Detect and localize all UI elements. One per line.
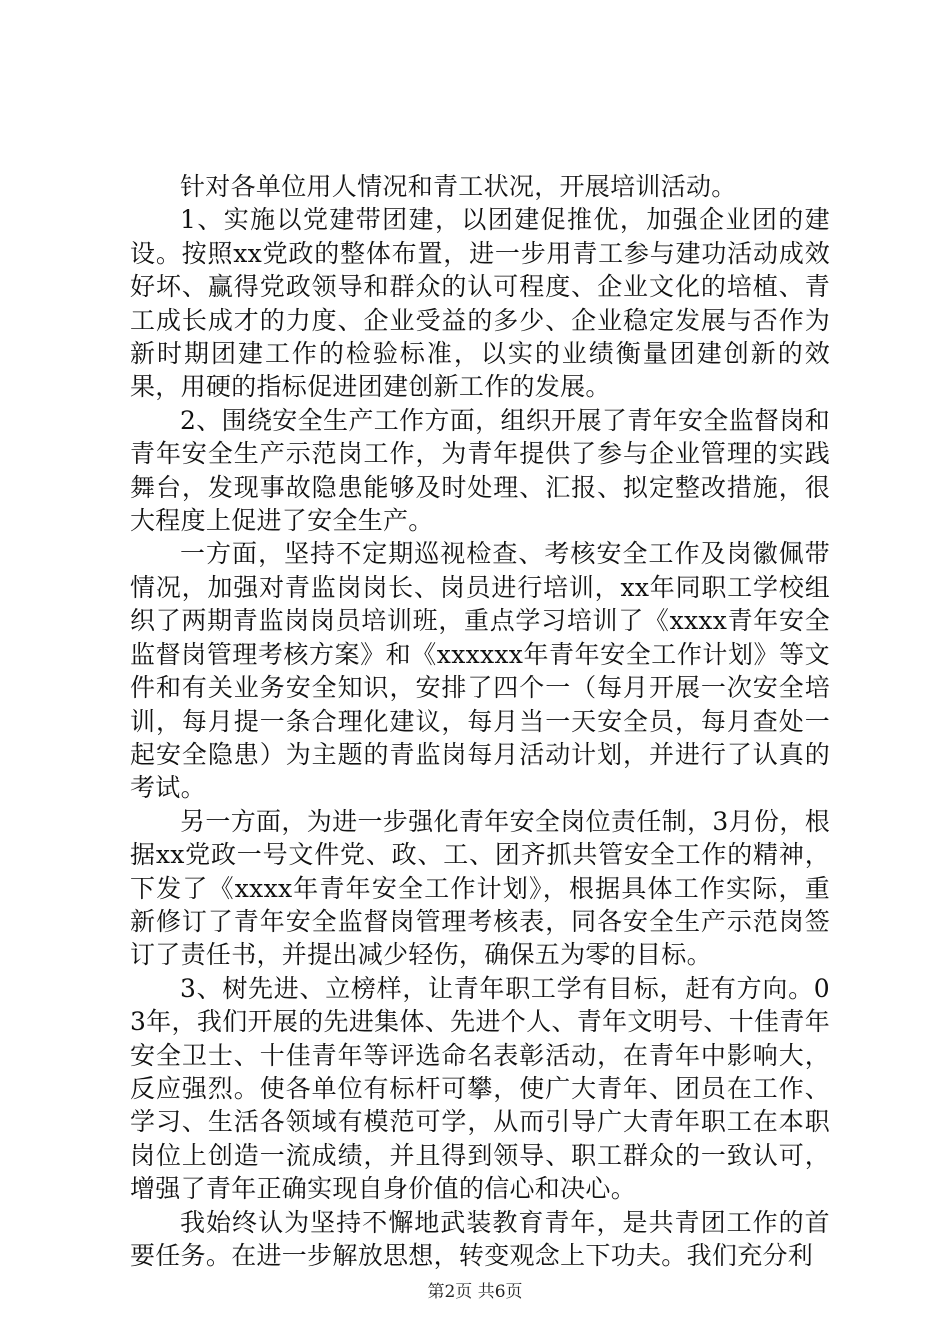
paragraph-safety-production: 2、围绕安全生产工作方面，组织开展了青年安全监督岗和青年安全生产示范岗工作，为青年提供了参与企业管理的实践舞台，发现事故隐患能够及时处理、汇报、拟定整改措施，很大程度上促进了安全生产。 <box>130 405 830 536</box>
paragraph-party-building: 1、实施以党建带团建，以团建促推优，加强企业团的建设。按照xx党政的整体布置，进一步用青工参与建功活动成效好坏、赢得党政领导和群众的认可程度、企业文化的培植、青工成长成才的力度、企业受益的多少、企业稳定发展与否作为新时期团建工作的检验标准，以实的业绩衡量团建创新的效果，用硬的指标促进团建创新工作的发展。 <box>130 205 830 402</box>
paragraph-role-models: 3、树先进、立榜样，让青年职工学有目标，赶有方向。03年，我们开展的先进集体、先进个人、青年文明号、十佳青年安全卫士、十佳青年等评选命名表彰活动，在青年中影响大，反应强烈。使各单位有标杆可攀，使广大青年、团员在工作、学习、生活各领域有模范可学，从而引导广大青年职工在本职岗位上创造一流成绩，并且得到领导、职工群众的一致认可，增强了青年正确实现自身价值的信心和决心。 <box>130 973 830 1204</box>
paragraph-responsibility-system: 另一方面，为进一步强化青年安全岗位责任制，3月份，根据xx党政一号文件党、政、工、团齐抓共管安全工作的精神，下发了《xxxx年青年安全工作计划》，根据具体工作实际，重新修订了青年安全监督岗管理考核表，同各安全生产示范岗签订了责任书，并提出减少轻伤，确保五为零的目标。 <box>130 806 830 970</box>
paragraph-inspection-training: 一方面，坚持不定期巡视检查、考核安全工作及岗徽佩带情况，加强对青监岗岗长、岗员进行培训，xx年同职工学校组织了两期青监岗岗员培训班，重点学习培训了《xxxx青年安全监督岗管理考核方案》和《xxxxxx年青年安全工作计划》等文件和有关业务安全知识，安排了四个一（每月开展一次安全培训，每月提一条合理化建议，每月当一天安全员，每月查处一起安全隐患）为主题的青监岗每月活动计划，并进行了认真的考试。 <box>130 539 830 803</box>
paragraph-intro: 针对各单位用人情况和青工状况，开展培训活动。 <box>180 172 737 201</box>
paragraph-education: 我始终认为坚持不懈地武装教育青年，是共青团工作的首要任务。在进一步解放思想，转变观念上下功夫。我们充分利 <box>130 1207 830 1270</box>
document-body <box>130 170 830 1272</box>
page-number-footer: 第2页 共6页 <box>427 1282 523 1302</box>
